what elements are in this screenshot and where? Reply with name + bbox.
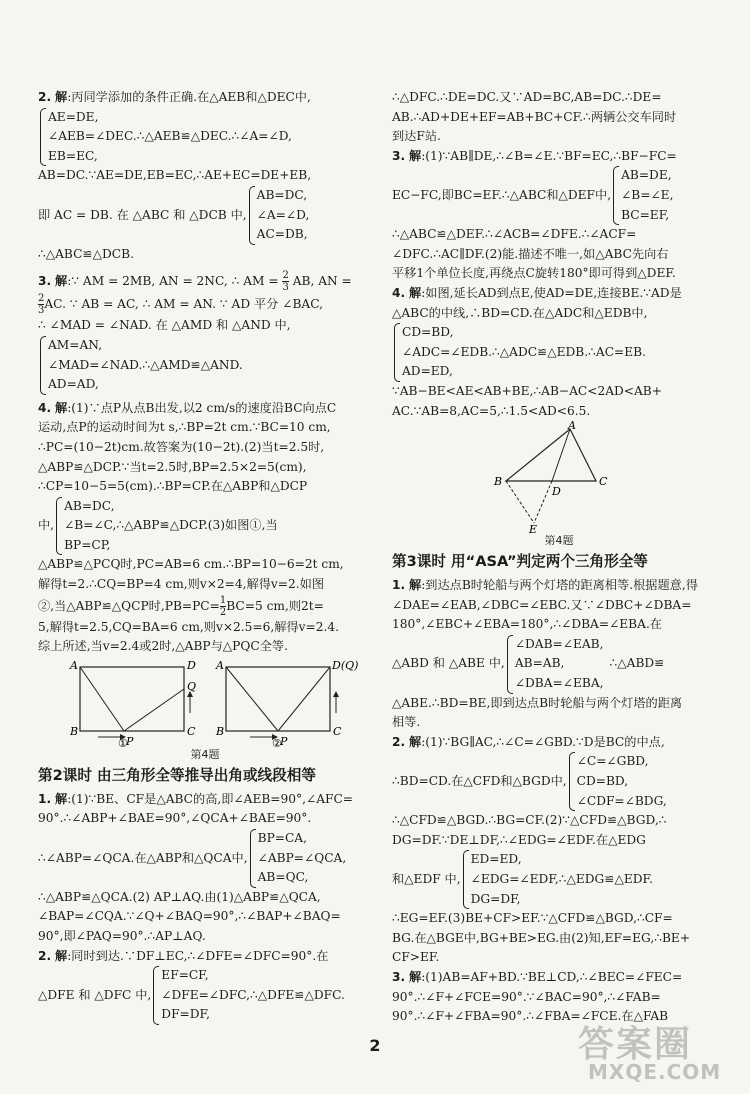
system-line: ∠DBA=∠EBA,: [514, 676, 604, 691]
text-line: △ABD 和 △ABE 中,: [392, 656, 505, 671]
system-line: AD=AD,: [48, 377, 99, 392]
text-line: ∵AB−BE<AE<AB+BE,∴AB−AC<2AD<AB+: [392, 383, 662, 398]
text-line: :(1)AB=AF+BD.∵BE⊥CD,∴∠BEC=∠FEC=: [421, 969, 683, 984]
system-line: AB=DE,: [621, 168, 672, 183]
problem-number: 1.: [392, 578, 406, 593]
solution-keyword: 解: [409, 734, 422, 749]
label-E: E: [529, 523, 538, 537]
label-P: P: [280, 734, 288, 748]
system-line: AD=ED,: [402, 364, 453, 379]
text-line: ∴△ABD≌: [609, 656, 665, 671]
right-column: [392, 88, 726, 1027]
label-A: A: [216, 658, 224, 672]
figure-number: ②: [272, 736, 282, 750]
text-line: :(1)∵BG∥AC,∴∠C=∠GBD.∵D是BC的中点,: [421, 734, 665, 749]
problem-2-left: [38, 88, 372, 264]
equation-system: [569, 752, 667, 811]
solution-keyword: 解: [55, 400, 68, 415]
text-line: ∠DAE=∠EAB,∠DBC=∠EBC.又∵∠DBC+∠DBA=: [392, 597, 692, 612]
system-line: ∠EDG=∠EDF,∴△EDG≌△EDF.: [470, 872, 653, 886]
text-line: ∴△ABP≌△QCA.(2) AP⊥AQ.由(1)△ABP≌△QCA,: [38, 889, 321, 904]
problem-number: 3.: [38, 274, 52, 289]
system-line: ∠A=∠D,: [256, 207, 310, 222]
text-line: ∴PC=(10−2t)cm.故答案为(10−2t).(2)当t=2.5时,: [38, 439, 325, 454]
solution-keyword: 解: [409, 969, 422, 984]
text-line: 和△EDF 中,: [392, 872, 461, 886]
text-line: :(1)∵BE、CF是△ABC的高,即∠AEB=90°,∠AFC=: [67, 791, 353, 806]
page-number: 2: [369, 1036, 381, 1055]
system-line: ∠DFE=∠DFC,∴△DFE≌△DFC.: [161, 987, 345, 1002]
fraction-numerator: 1: [219, 594, 227, 606]
problem-2-lesson-2: [38, 947, 372, 1025]
text-line: BG.在△BGE中,BG+BE>EG.由(2)知,EF=EG,∴BE+: [392, 930, 691, 945]
text-line: BC=5 cm,则2t=: [226, 598, 324, 613]
text-line: 中,: [38, 518, 55, 533]
solution-keyword: 解: [409, 578, 422, 593]
system-line: BP=CA,: [257, 831, 307, 846]
system-line: AM=AN,: [48, 337, 103, 352]
text-line: 综上所述,当v=2.4或2时,△ABP与△PQC全等.: [38, 639, 288, 654]
text-line: CF>EF.: [392, 950, 440, 965]
text-line: ∠BAP=∠CQA.∵∠Q+∠BAQ=90°,∴∠BAP+∠BAQ=: [38, 909, 341, 924]
text-line: EC−FC,即BC=EF.∴△ABC和△DEF中,: [392, 187, 612, 202]
equation-system: [394, 323, 726, 382]
text-line: ∴CP=10−5=5(cm).∴BP=CP.在△ABP和△DCP: [38, 479, 308, 494]
text-line: 平移1个单位长度,再绕点C旋转180°即可得到△DEF.: [392, 266, 676, 281]
problem-number: 2.: [392, 734, 406, 749]
text-line: AB.∴AD+DE+EF=AB+BC+CF.∴两辆公交车同时: [392, 109, 677, 124]
system-line: ∠DAB=∠EAB,: [514, 636, 604, 651]
text-line: :(1)∵AB∥DE,∴∠B=∠E.∵BF=EC,∴BF−FC=: [421, 148, 677, 163]
system-line: CD=BD,: [576, 774, 629, 789]
system-line: ∠CDF=∠BDG,: [576, 793, 667, 808]
problem-number: 3.: [392, 969, 406, 984]
problem-number: 4.: [392, 285, 406, 300]
text-line: 90°.∴∠F+∠FBA=90°.∴∠FBA=∠FCE.在△FAB: [392, 1009, 669, 1024]
text-line: ∴ ∠MAD = ∠NAD. 在 △AMD 和 △AND 中,: [38, 318, 291, 333]
problem-3-left: [38, 270, 372, 394]
system-line: ∠ABP=∠QCA,: [257, 850, 347, 865]
label-B: B: [494, 475, 503, 489]
system-line: EF=CF,: [161, 968, 209, 983]
solution-keyword: 解: [55, 791, 68, 806]
text-line: AB=DC.∵AE=DE,EB=EC,∴AE+EC=DE+EB,: [38, 168, 312, 183]
problem-number: 4.: [38, 400, 52, 415]
text-line: ∴△ABC≌△DCB.: [38, 246, 134, 261]
equation-system: [40, 336, 372, 395]
text-line: △ABP≌△DCP.∵当t=2.5时,BP=2.5×2=5(cm),: [38, 459, 307, 474]
fraction: [282, 270, 288, 293]
fraction-numerator: 2: [38, 293, 45, 305]
text-line: ②,当△ABP≌△QCP时,PB=PC=: [38, 598, 220, 613]
text-line: 解得t=2.∴CQ=BP=4 cm,则v×2=4,解得v=2.如图: [38, 577, 325, 592]
system-line: AB=QC,: [257, 870, 309, 885]
equation-system: [507, 635, 604, 694]
problem-4-figure-triangle: [484, 419, 634, 537]
problem-number: 2.: [38, 948, 52, 963]
problem-4-figure-rectangles: [60, 658, 359, 750]
watermark-url: MXQE.COM: [588, 1060, 722, 1084]
figure-number: ①: [118, 736, 128, 750]
label-C: C: [599, 475, 608, 489]
figure-1: [69, 659, 196, 750]
text-line: △ABP≌△PCQ时,PC=AB=6 cm.∴BP=10−6=2t cm,: [38, 557, 344, 572]
text-line: 5,解得t=2.5,CQ=BA=6 cm,则v×2.5=6,解得v=2.4.: [38, 619, 339, 634]
problem-number: 3.: [392, 148, 406, 163]
text-line: 90°,即∠PAQ=90°.∴AP⊥AQ.: [38, 929, 206, 943]
system-line: ∠ADC=∠EDB.∴△ADC≌△EDB.∴AC=EB.: [402, 344, 646, 359]
problem-2-continuation: [392, 88, 726, 147]
text-line: AC. ∵ AB = AC, ∴ AM = AN. ∵ AD 平分 ∠BAC,: [44, 297, 323, 312]
watermark-text: 答案圈: [578, 1024, 693, 1065]
problem-1-lesson-3: [392, 576, 726, 733]
system-line: AB=DC,: [256, 187, 308, 202]
system-line: BC=EF,: [621, 207, 670, 222]
system-line: ∠AEB=∠DEC.∴△AEB≌△DEC.∴∠A=∠D,: [48, 129, 292, 144]
system-line: ED=ED,: [470, 852, 522, 867]
figure-caption: 第4题: [190, 747, 220, 761]
system-line: AE=DE,: [48, 109, 99, 124]
left-column: [38, 88, 372, 1025]
text-line: ∠DFC.∴AC∥DF.(2)能.描述不唯一,如△ABC先向右: [392, 246, 669, 261]
system-line: BP=CP,: [64, 537, 111, 552]
text-line: 即 AC = DB. 在 △ABC 和 △DCB 中,: [38, 207, 247, 222]
fraction-numerator: 2: [282, 270, 289, 282]
system-line: ∠MAD=∠NAD.∴△AMD≌△AND.: [48, 357, 243, 372]
text-line: 180°,∠EBC+∠EBA=180°,∴∠DBA=∠EBA.在: [392, 617, 662, 632]
figure-caption: 第4题: [544, 534, 574, 548]
section-title-lesson-3: 第3课时 用“ASA”判定两个三角形全等: [392, 553, 648, 571]
text-line: 90°.∴∠F+∠FCE=90°.∵∠BAC=90°,∴∠FAB=: [392, 989, 661, 1004]
equation-system: [463, 850, 653, 909]
fraction-denominator: 3: [38, 305, 45, 317]
equation-system: [613, 166, 673, 225]
system-line: ∠C=∠GBD,: [576, 754, 649, 769]
problem-number: 2.: [38, 90, 52, 104]
text-line: ∴EG=EF.(3)BE+CF>EF.∵△CFD≌△BGD,∴CF=: [392, 911, 673, 926]
text-line: AC.∵AB=8,AC=5,∴1.5<AD<6.5.: [392, 403, 591, 418]
text-line: ∴∠ABP=∠QCA.在△ABP和△QCA中,: [38, 850, 248, 865]
text-line: :如图,延长AD到点E,使AD=DE,连接BE.∵AD是: [421, 285, 682, 300]
problem-4-left: [38, 399, 372, 762]
text-line: ∴△ABC≌△DEF.∴∠ACB=∠DFE.∴∠ACF=: [392, 227, 637, 242]
section-title-lesson-2: 第2课时 由三角形全等推导出角或线段相等: [38, 766, 316, 784]
problem-1-lesson-2: [38, 790, 372, 947]
solution-keyword: 解: [409, 148, 422, 163]
text-line: ∴△DFC.∴DE=DC.又∵AD=BC,AB=DC.∴DE=: [392, 90, 662, 104]
label-A: A: [568, 419, 576, 433]
text-line: ∴△CFD≌△BGD.∴BG=CF.(2)∵△CFD≌△BGD,∴: [392, 813, 667, 828]
system-line: DF=DF,: [161, 1007, 210, 1022]
solution-keyword: 解: [55, 90, 68, 104]
problem-3-right: [392, 147, 726, 284]
text-line: :到达点B时轮船与两个灯塔的距离相等.根据题意,得: [421, 578, 698, 593]
problem-2-lesson-3: [392, 733, 726, 968]
label-D: D: [187, 658, 196, 672]
label-Q: Q: [187, 679, 197, 693]
equation-system: [249, 186, 310, 245]
label-A: A: [70, 658, 78, 672]
text-line: 90°.∴∠ABP+∠BAE=90°,∠QCA+∠BAE=90°.: [38, 811, 312, 826]
problem-4-right: [392, 284, 726, 548]
solution-keyword: 解: [55, 274, 68, 289]
system-line: ∠B=∠E,: [621, 187, 674, 202]
problem-number: 1.: [38, 791, 52, 806]
text-line: :丙同学添加的条件正确.在△AEB和△DEC中,: [67, 90, 311, 104]
text-line: DG=DF.∵DE⊥DF,∴∠EDG=∠EDF.在△EDG: [392, 832, 646, 847]
system-line: CD=BD,: [402, 325, 454, 340]
text-line: 到达F站.: [392, 129, 441, 144]
text-line: △ABE.∴BD=BE,即到达点B时轮船与两个灯塔的距离: [392, 695, 683, 710]
label-D: D: [552, 485, 561, 499]
label-B: B: [70, 724, 79, 738]
label-DQ: D(Q): [332, 658, 359, 672]
system-line: AB=AB,: [514, 656, 565, 671]
text-line: 相等.: [392, 715, 421, 730]
text-line: :(1)∵点P从点B出发,以2 cm/s的速度沿BC向点C: [67, 400, 337, 415]
system-line: ∠B=∠C,∴△ABP≌△DCP.(3)如图①,当: [64, 518, 278, 533]
solution-keyword: 解: [55, 948, 68, 963]
text-line: △DFE 和 △DFC 中,: [38, 987, 152, 1002]
system-line: DG=DF,: [470, 891, 521, 906]
fraction-denominator: 3: [282, 282, 289, 294]
equation-system: [40, 108, 372, 167]
equation-system: [56, 497, 278, 556]
system-line: EB=EC,: [48, 148, 98, 163]
text-line: :∵ AM = 2MB, AN = 2NC, ∴ AM =: [67, 274, 279, 289]
watermark-logo: [570, 1014, 740, 1086]
equation-system: [153, 966, 345, 1025]
text-line: AB, AN =: [292, 274, 352, 289]
figure-2: [215, 659, 358, 750]
text-line: 运动,点P的运动时间为t s,∴BP=2t cm.∵BC=10 cm,: [38, 420, 331, 435]
system-line: AB=DC,: [64, 498, 115, 513]
text-line: ∴BD=CD.在△CFD和△BGD中,: [392, 774, 567, 789]
label-P: P: [126, 734, 134, 748]
label-C: C: [333, 724, 342, 738]
text-line: △ABC的中线,∴BD=CD.在△ADC和△EDB中,: [392, 305, 648, 320]
solution-keyword: 解: [409, 285, 422, 300]
equation-system: [250, 829, 347, 888]
label-C: C: [187, 724, 196, 738]
label-B: B: [216, 724, 225, 738]
text-line: :同时到达.∵DF⊥EC,∴∠DFE=∠DFC=90°.在: [67, 948, 329, 963]
fraction-denominator: 2: [219, 606, 227, 618]
system-line: AC=DB,: [256, 227, 308, 242]
